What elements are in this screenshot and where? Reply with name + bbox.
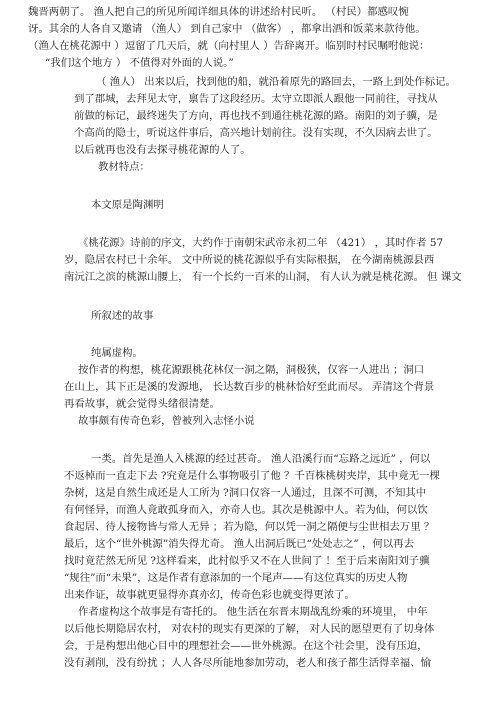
- text-line: 以后就再也没有去探寻桃花源的人了。: [74, 144, 251, 156]
- text-line: 最后，这个“世外桃源”消失得尤奇。 渔人出洞后既已“处处志之” ，何以再去: [64, 538, 414, 550]
- text-line: 南沅江之滨的桃源山腰上， 有一个长约一百米的山洞， 有人认为就是桃花源。 但 课文: [64, 271, 462, 283]
- text-line: 前做的标记，最终迷失了方向，再也找不到通往桃花源的路。南阳的刘子骥，是: [74, 110, 438, 122]
- section-heading: 教材特点：: [98, 161, 150, 173]
- text-line: “规往”而“未果”，这是作者有意添加的一个尾声——有这位真实的历史人物: [64, 572, 408, 584]
- text-line: （渔人在桃花源中 ）逗留了几天后，就（向村里人 ）告辞离开。临别时村民嘱咐他说：: [28, 40, 430, 52]
- text-line: 找时竟茫然无所见 ?这样看来，此村似乎又不在人世间了 ！至于后来南阳刘子骥: [64, 555, 430, 567]
- text-line: 不返棹而一直走下去 ?究竟是什么事物吸引了他 ？千百株桃树夹岸，其中竟无一棵: [64, 470, 440, 482]
- text-line: 故事颇有传奇色彩，曾被列入志怪小说: [78, 415, 255, 427]
- text-line: （ 渔人） 出来以后，找到他的船，就沿着原先的路回去，一路上到处作标记。: [96, 76, 456, 88]
- text-line: 纯属虚构。: [91, 347, 143, 359]
- text-line: 按作者的构想，桃花源跟桃花林仅一洞之隔，洞极狭，仅容一人进出 ；洞口: [78, 364, 425, 376]
- text-line: “我们这个地方 ） 不值得对外面的人说。”: [45, 57, 234, 69]
- text-line: 有何怪异，而渔人竟敢孤身而入，亦奇人也。其次是桃源中人。若为仙，何以饮: [64, 504, 428, 516]
- text-line: 岁，隐居农村已十余年。 文中所说的桃花源似乎有实际根据， 在今湖南桃源县西: [64, 254, 435, 266]
- text-line: 讶。其余的人各自又邀请 （渔人） 到自己家中 （做客） ，都拿出酒和饭菜来款待他。: [28, 23, 426, 35]
- text-line: 到了郡城，去拜见太守，禀告了这段经历。太守立即派人跟他一同前往，寻找从: [74, 93, 438, 105]
- text-line: 在山上，其下正是溪的发源地， 长达数百步的桃林恰好至此而尽。 弄清这个背景: [64, 381, 435, 393]
- text-line: 以后他长期隐居农村， 对农村的现实有更深的了解， 对人民的愿望更有了切身体: [64, 623, 435, 635]
- text-line: 所叙述的故事: [91, 310, 154, 322]
- text-line: 作者虚构这个故事是有寄托的。 他生活在东晋末期战乱纷乘的环境里， 中年: [78, 606, 428, 618]
- text-line: 一类。首先是渔人入桃源的经过甚奇。 渔人沿溪行而“忘路之远近” ，何以: [91, 453, 431, 465]
- text-line: 出来作证，故事就更显得亦真亦幻，传奇色彩也就变得更浓了。: [64, 589, 355, 601]
- text-line: 魏晋两朝了。 渔人把自己的所见所闻详细具体的讲述给村民听。 （村民）都感叹惋: [28, 6, 409, 18]
- text-line: 会，于是构想出他心目中的理想社会——世外桃源。在这个社会里，没有压迫，: [64, 640, 428, 652]
- text-line: 杂树，这是自然生成还是人工所为 ?洞口仅容一人通过，且深不可测，不知其中: [64, 487, 427, 499]
- text-line: 《桃花源》诗前的序文，大约作于南朝宋武帝永初二年 （421） ，其时作者 57: [78, 237, 444, 249]
- text-line: 没有剥削，没有纷扰 ；人人各尽所能地参加劳动，老人和孩子都生活得幸福、愉: [64, 657, 431, 669]
- text-line: 食起居、待人接物皆与常人无异 ；若为隐，何以凭一洞之隔便与尘世相去万里 ？: [64, 521, 435, 533]
- text-line: 个高尚的隐士，听说这件事后，高兴地计划前往。没有实现，不久因病去世了。: [74, 127, 438, 139]
- text-line: 再看故事，就会觉得头绪很清楚。: [64, 398, 220, 410]
- text-line: 本文原是陶渊明: [91, 199, 164, 211]
